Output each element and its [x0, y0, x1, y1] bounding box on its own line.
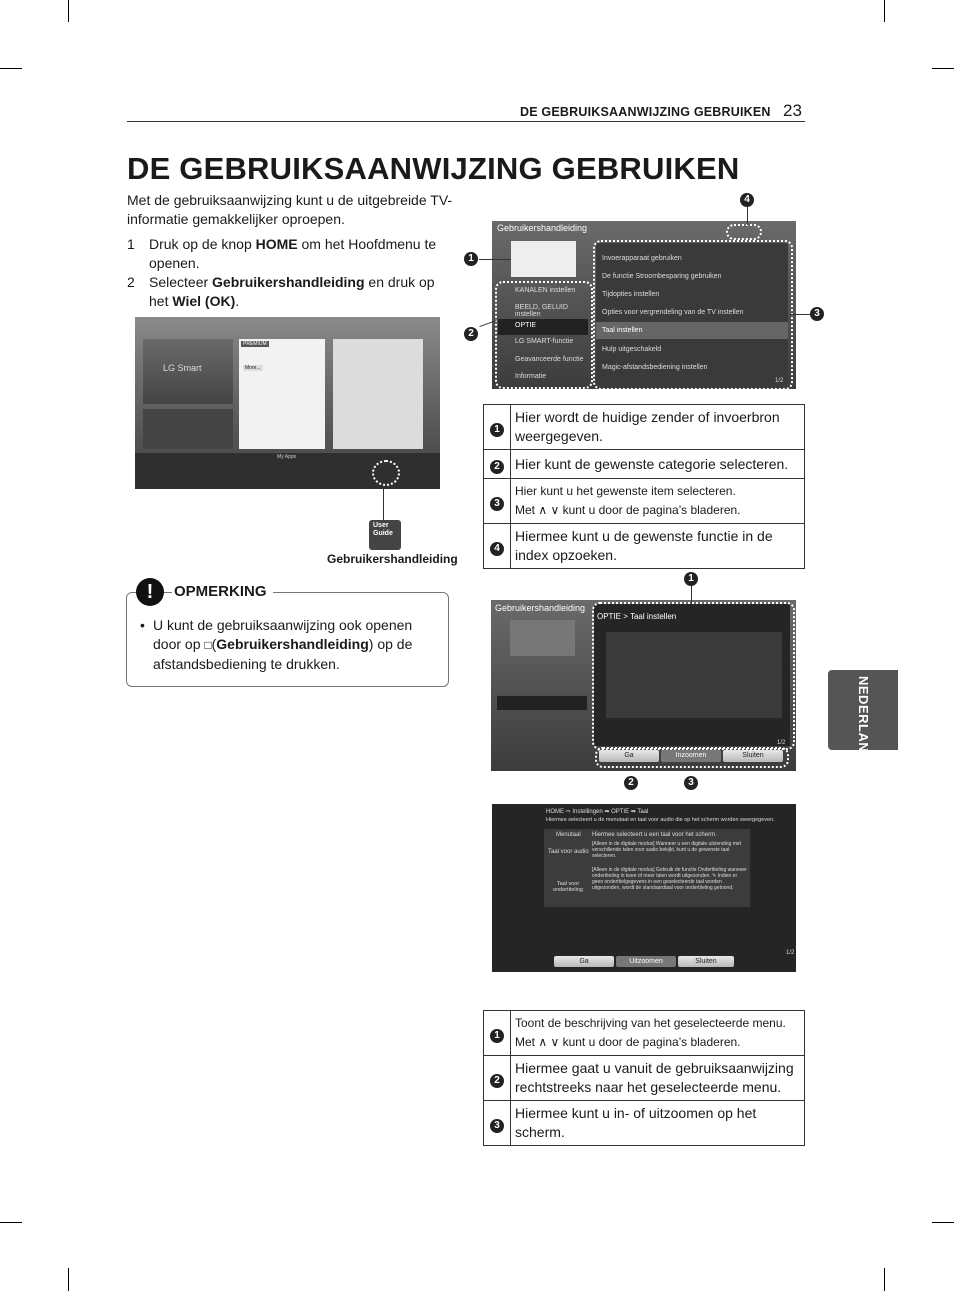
callout-2: 2	[464, 327, 478, 341]
callout-3: 3	[684, 776, 698, 790]
user-guide-highlight	[372, 460, 400, 486]
callout-line	[479, 259, 511, 260]
close-button[interactable]: Sluiten	[723, 750, 783, 762]
page-number: 23	[783, 101, 802, 120]
zoom-in-button[interactable]: Inzoomen	[661, 750, 721, 762]
crop-mark	[0, 68, 22, 69]
table-row: 1 Hier wordt de huidige zender of invoerbron weergegeven.	[484, 405, 805, 450]
table-row: 2 Hiermee gaat u vanuit de gebruiksaanwijzing rechtstreeks naar het geselecteerde menu.	[484, 1056, 805, 1101]
callout-line	[790, 314, 810, 315]
detail-highlight	[592, 602, 795, 750]
callout-4: 4	[740, 193, 754, 207]
crop-mark	[932, 68, 954, 69]
crop-mark	[0, 1222, 22, 1223]
callout-1: 1	[464, 252, 478, 266]
user-guide-icon[interactable]: User Guide	[369, 520, 401, 550]
my-apps-bar: My Apps	[135, 453, 440, 489]
crop-mark	[68, 1268, 69, 1291]
note-text: • U kunt de gebruiksaanwijzing ook openen door op □(Gebruikershandleiding) op de afstandsbediening te drukken.	[140, 617, 413, 672]
guide-screen-2: Gebruikershandleiding OPTIE > Taal instellen Ga Inzoomen Sluiten 1/2	[491, 600, 796, 771]
crop-mark	[932, 1222, 954, 1223]
note-title: OPMERKING	[172, 583, 273, 600]
legend-table-1	[483, 404, 805, 569]
header-rule	[127, 121, 805, 122]
close-button[interactable]: Sluiten	[678, 956, 734, 967]
detail-panel: OPTIE > Taal instellen	[594, 604, 790, 746]
home-screen-image	[135, 317, 440, 489]
category-highlight	[495, 281, 593, 389]
channel-preview	[510, 620, 575, 656]
callout-1: 1	[684, 572, 698, 586]
callout-line	[747, 207, 748, 225]
step-2: 2 Selecteer Gebruikershandleiding en druk op het Wiel (OK).	[127, 274, 435, 309]
table-row: 1 Toont de beschrijving van het geselecteerde menu. Met ∧ ∨ kunt u door de pagina’s bladeren.	[484, 1011, 805, 1056]
settings-table: Menutaal Hiermee selecteert u een taal voor het scherm. Taal voor audio [Alleen in de digitale modus] Wanneer u een digitale uitzending met verschillende talen voor audio bekijkt, kunt u de gewenste taal selecteren. Taal voor ondertiteling [Alleen in de digitale modus] Gebruik de functie Ondertiteling wanneer ondertiteling in twee of meer talen wordt uitgezonden. ✎ Indien er geen ondertitelgegevens in een geselecteerde taal worden uitgezonden, wordt de standaardtaal voor ondertiteling getoond.	[544, 829, 750, 907]
running-header: DE GEBRUIKSAANWIJZING GEBRUIKEN	[520, 105, 771, 119]
crop-mark	[884, 0, 885, 22]
step-1: 1 Druk op de knop HOME om het Hoofdmenu te openen.	[127, 236, 437, 271]
user-guide-caption: Gebruikershandleiding	[327, 552, 458, 566]
crop-mark	[68, 0, 69, 22]
callout-line	[383, 486, 384, 520]
chevron-up-down-icon: ∧ ∨	[538, 503, 560, 517]
table-row: 2 Hier kunt de gewenste categorie selecteren.	[484, 450, 805, 479]
category-list: KANALEN instellen BEELD, GELUID instellen OPTIE LG SMART-functie Geavanceerde functie Informatie	[498, 283, 590, 385]
exclamation-icon: !	[136, 578, 164, 606]
item-list: Invoerapparaat gebruiken De functie Stroombesparing gebruiken Tijdopties instellen Opties voor vergrendeling van de TV instellen Taal instellen Hulp uitgeschakeld Magic-afstandsbediening instellen	[596, 243, 788, 385]
premium-tile: PREMIUM More...	[239, 339, 325, 449]
language-tab: NEDERLANDS	[828, 670, 898, 750]
callout-3: 3	[810, 307, 824, 321]
table-row: 4 Hiermee kunt u de gewenste functie in de index opzoeken.	[484, 524, 805, 569]
book-icon: □	[204, 638, 212, 652]
channel-preview	[511, 241, 576, 277]
page-title: DE GEBRUIKSAANWIJZING GEBRUIKEN	[127, 151, 740, 186]
callout-line	[691, 586, 692, 604]
go-button[interactable]: Ga	[554, 956, 614, 967]
lg-smart-panel: LG Smart	[143, 339, 233, 404]
table-row: 3 Hiermee kunt u in- of uitzoomen op het scherm.	[484, 1101, 805, 1146]
index-highlight	[726, 224, 762, 240]
crop-mark	[884, 1268, 885, 1291]
intro-text: Met de gebruiksaanwijzing kunt u de uitgebreide TV-informatie gemakkelijker oproepen.	[127, 192, 453, 227]
button-highlight	[595, 747, 789, 768]
table-row: 3 Hier kunt u het gewenste item selecteren. Met ∧ ∨ kunt u door de pagina’s bladeren.	[484, 479, 805, 524]
logo-tiles	[143, 409, 233, 449]
item-highlight	[593, 240, 793, 389]
guide-screen-1: Gebruikershandleiding KANALEN instellen BEELD, GELUID instellen OPTIE LG SMART-functie Geavanceerde functie Informatie Invoerapparaat gebruiken De functie Stroombesparing gebruiken Tijdopties instellen Opties voor vergrendeling van de TV instellen Taal instellen Hulp uitgeschakeld Magic-afstandsbediening instellen 1/2	[492, 221, 796, 389]
go-button[interactable]: Ga	[599, 750, 659, 762]
zoom-out-button[interactable]: Uitzoomen	[616, 956, 676, 967]
photo-tiles	[333, 339, 423, 449]
guide-screen-3: HOME ⇨ Instellingen ➡ OPTIE ➡ Taal Hiermee selecteert u de menutaal en taal voor audio die op het scherm worden weergegeven. Menutaal Hiermee selecteert u een taal voor het scherm. Taal voor audio [Alleen in de digitale modus] Wanneer u een digitale uitzending met verschillende talen voor audio bekijkt, kunt u de gewenste taal selecteren. Taal voor ondertiteling [Alleen in de digitale modus] Gebruik de functie Ondertiteling wanneer ondertiteling in twee of meer talen wordt uitgezonden. ✎ Indien er geen ondertitelgegevens in een geselecteerde taal worden uitgezonden, wordt de standaardtaal voor ondertiteling getoond. Ga Uitzoomen Sluiten 1/2	[492, 804, 796, 972]
legend-table-2	[483, 1010, 805, 1146]
chevron-up-down-icon: ∧ ∨	[538, 1035, 560, 1049]
callout-2: 2	[624, 776, 638, 790]
